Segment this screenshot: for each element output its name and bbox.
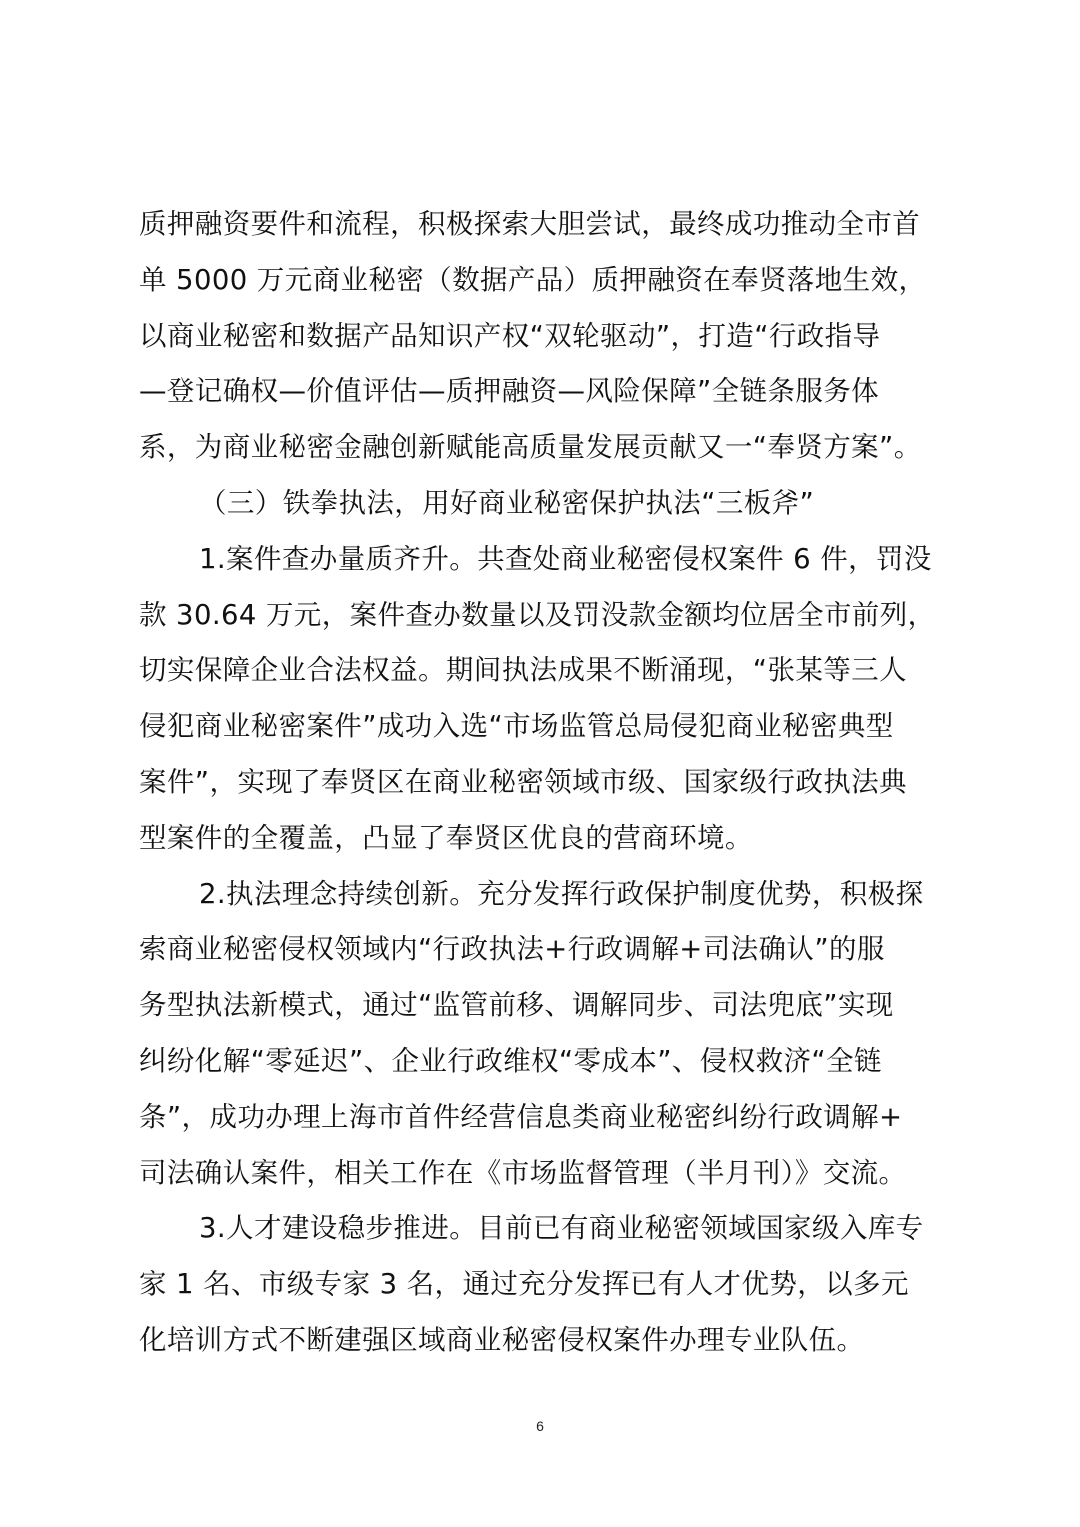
paragraph-line: 化培训方式不断建强区域商业秘密侵权案件办理专业队伍。 [139,1323,865,1356]
paragraph-line: 切实保障企业合法权益。期间执法成果不断涌现，“张某等三人 [139,654,907,687]
paragraph-line: 条”，成功办理上海市首件经营信息类商业秘密纠纷行政调解+ [139,1100,903,1133]
paragraph-line: 1.案件查办量质齐升。共查处商业秘密侵权案件 6 件，罚没 [199,542,932,575]
paragraph-line: 司法确认案件，相关工作在《市场监督管理（半月刊）》交流。 [139,1156,907,1189]
body-text [139,197,944,1369]
paragraph-line: 案件”，实现了奉贤区在商业秘密领域市级、国家级行政执法典 [139,765,907,798]
paragraph-line: 系，为商业秘密金融创新赋能高质量发展贡献又一“奉贤方案”。 [139,431,922,464]
paragraph-line: 2.执法理念持续创新。充分发挥行政保护制度优势，积极探 [199,877,924,910]
paragraph-line: 家 1 名、市级专家 3 名，通过充分发挥已有人才优势，以多元 [139,1268,909,1301]
paragraph-line: —登记确权—价值评估—质押融资—风险保障”全链条服务体 [139,375,880,408]
paragraph-line: 务型执法新模式，通过“监管前移、调解同步、司法兜底”实现 [139,989,894,1022]
paragraph-line: 以商业秘密和数据产品知识产权“双轮驱动”，打造“行政指导 [139,319,881,352]
paragraph-line: 索商业秘密侵权领域内“行政执法+行政调解+司法确认”的服 [139,933,885,966]
paragraph-line: 3.人才建设稳步推进。目前已有商业秘密领域国家级入库专 [199,1212,924,1245]
paragraph-line: 单 5000 万元商业秘密（数据产品）质押融资在奉贤落地生效， [139,263,927,296]
page-number: 6 [536,1418,544,1434]
section-heading: （三）铁拳执法，用好商业秘密保护执法“三板斧” [199,486,815,519]
paragraph-line: 侵犯商业秘密案件”成功入选“市场监管总局侵犯商业秘密典型 [139,710,894,743]
paragraph-line: 型案件的全覆盖，凸显了奉贤区优良的营商环境。 [139,821,753,854]
paragraph-line: 纠纷化解“零延迟”、企业行政维权“零成本”、侵权救济“全链 [139,1044,882,1077]
paragraph-line: 款 30.64 万元，案件查办数量以及罚没款金额均位居全市前列， [139,598,936,631]
paragraph-line: 质押融资要件和流程，积极探索大胆尝试，最终成功推动全市首 [139,208,921,240]
